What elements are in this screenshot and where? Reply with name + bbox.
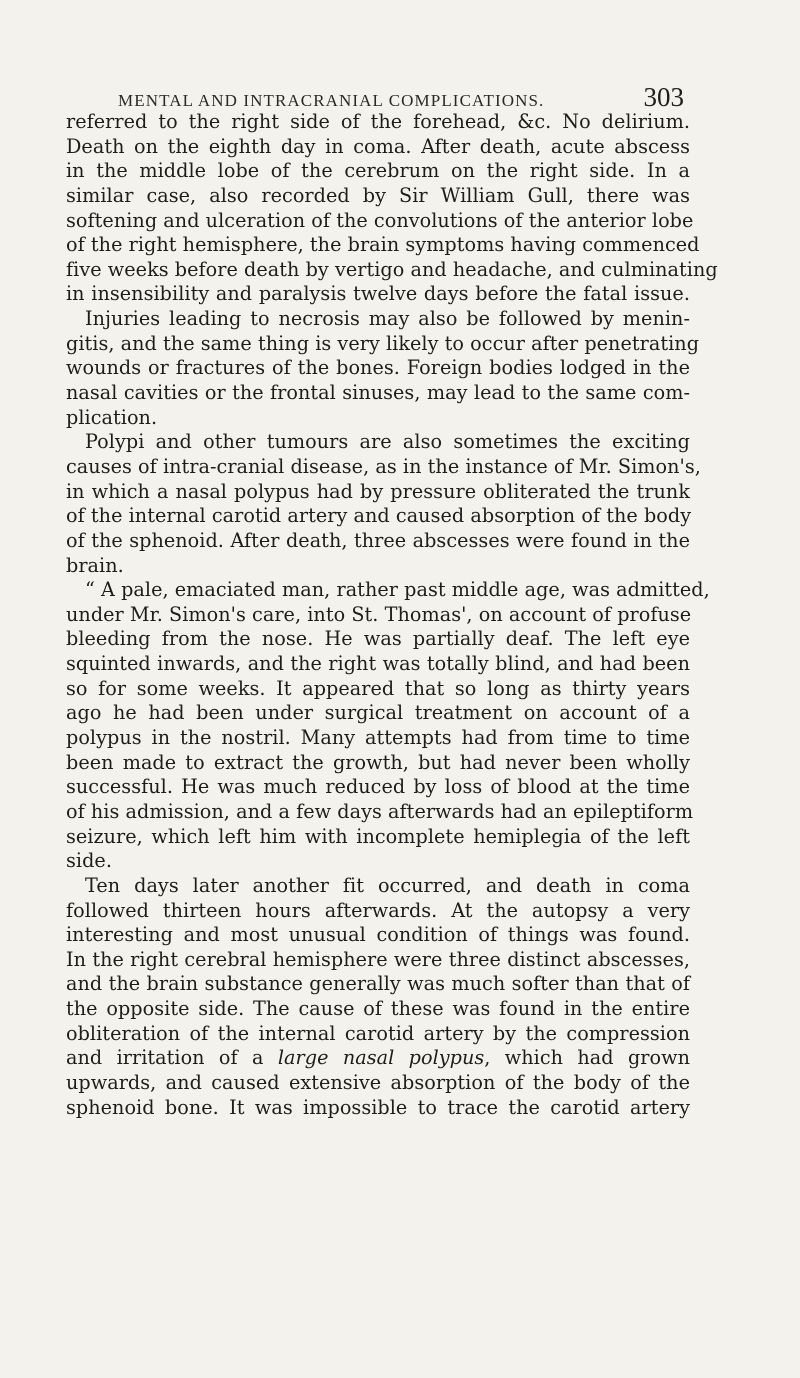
- text-line: and the brain substance generally was much softer than that of: [66, 972, 690, 996]
- text-line: Polypi and other tumours are also sometimes the exciting: [85, 430, 690, 454]
- text-line: sphenoid bone. It was impossible to trace the carotid artery: [66, 1095, 690, 1119]
- text-line: seizure, which left him with incomplete hemiplegia of the left: [66, 824, 690, 848]
- text-line: Ten days later another fit occurred, and death in coma: [85, 873, 690, 897]
- text-line: in insensibility and paralysis twelve days before the fatal issue.: [66, 282, 690, 306]
- text-line: bleeding from the nose. He was partially deaf. The left eye: [66, 627, 690, 651]
- text-line: of the right hemisphere, the brain symptoms having commenced: [66, 233, 700, 257]
- text-line: gitis, and the same thing is very likely to occur after penetrating: [66, 331, 700, 355]
- text-line: under Mr. Simon's care, into St. Thomas', on account of profuse: [66, 602, 692, 626]
- text-line: of his admission, and a few days afterwards had an epileptiform: [66, 799, 694, 823]
- text-run: , which had grown: [484, 1046, 691, 1070]
- text-line: similar case, also recorded by Sir William Gull, there was: [66, 183, 690, 207]
- running-head: [88, 82, 684, 113]
- text-line: of the sphenoid. After death, three abscesses were found in the: [66, 528, 690, 552]
- italic-phrase: large nasal polypus: [277, 1046, 485, 1070]
- text-line: interesting and most unusual condition of things was found.: [66, 923, 690, 947]
- text-line: wounds or fractures of the bones. Foreign bodies lodged in the: [66, 356, 690, 380]
- text-line: plication.: [66, 405, 158, 429]
- text-line: obliteration of the internal carotid artery by the compression: [66, 1021, 690, 1045]
- text-line: polypus in the nostril. Many attempts had from time to time: [66, 726, 690, 750]
- text-line-with-italic: [66, 1046, 690, 1071]
- text-run: and irritation of a: [66, 1046, 278, 1070]
- text-line: In the right cerebral hemisphere were three distinct abscesses,: [66, 947, 690, 971]
- text-line: Death on the eighth day in coma. After death, acute abscess: [66, 134, 690, 158]
- text-line: squinted inwards, and the right was totally blind, and had been: [66, 652, 690, 676]
- text-line: the opposite side. The cause of these was found in the entire: [66, 997, 690, 1021]
- text-line: followed thirteen hours afterwards. At the autopsy a very: [66, 898, 690, 922]
- text-line: causes of intra-cranial disease, as in the instance of Mr. Simon's,: [66, 454, 701, 478]
- text-line: successful. He was much reduced by loss of blood at the time: [66, 775, 690, 799]
- text-line: referred to the right side of the forehead, &c. No delirium.: [66, 110, 690, 133]
- text-line: “ A pale, emaciated man, rather past middle age, was admitted,: [85, 578, 710, 602]
- text-line: nasal cavities or the frontal sinuses, may lead to the same com-: [66, 381, 690, 405]
- text-line: softening and ulceration of the convolutions of the anterior lobe: [66, 208, 694, 232]
- text-line: five weeks before death by vertigo and headache, and culminating: [66, 257, 718, 281]
- text-line: upwards, and caused extensive absorption of the body of the: [66, 1070, 690, 1094]
- text-line: of the internal carotid artery and caused absorption of the body: [66, 504, 692, 528]
- text-line: Injuries leading to necrosis may also be followed by menin-: [85, 307, 690, 331]
- text-line: side.: [66, 849, 112, 873]
- body-text: [66, 110, 718, 1120]
- text-line: so for some weeks. It appeared that so long as thirty years: [66, 676, 690, 700]
- running-head-title: MENTAL AND INTRACRANIAL COMPLICATIONS.: [118, 91, 545, 110]
- text-line: ago he had been under surgical treatment on account of a: [66, 701, 690, 725]
- text-line: been made to extract the growth, but had never been wholly: [66, 750, 690, 774]
- text-line: in the middle lobe of the cerebrum on the right side. In a: [66, 159, 690, 183]
- page-number: 303: [643, 82, 684, 112]
- text-line: brain.: [66, 553, 124, 577]
- text-line: in which a nasal polypus had by pressure obliterated the trunk: [66, 479, 690, 503]
